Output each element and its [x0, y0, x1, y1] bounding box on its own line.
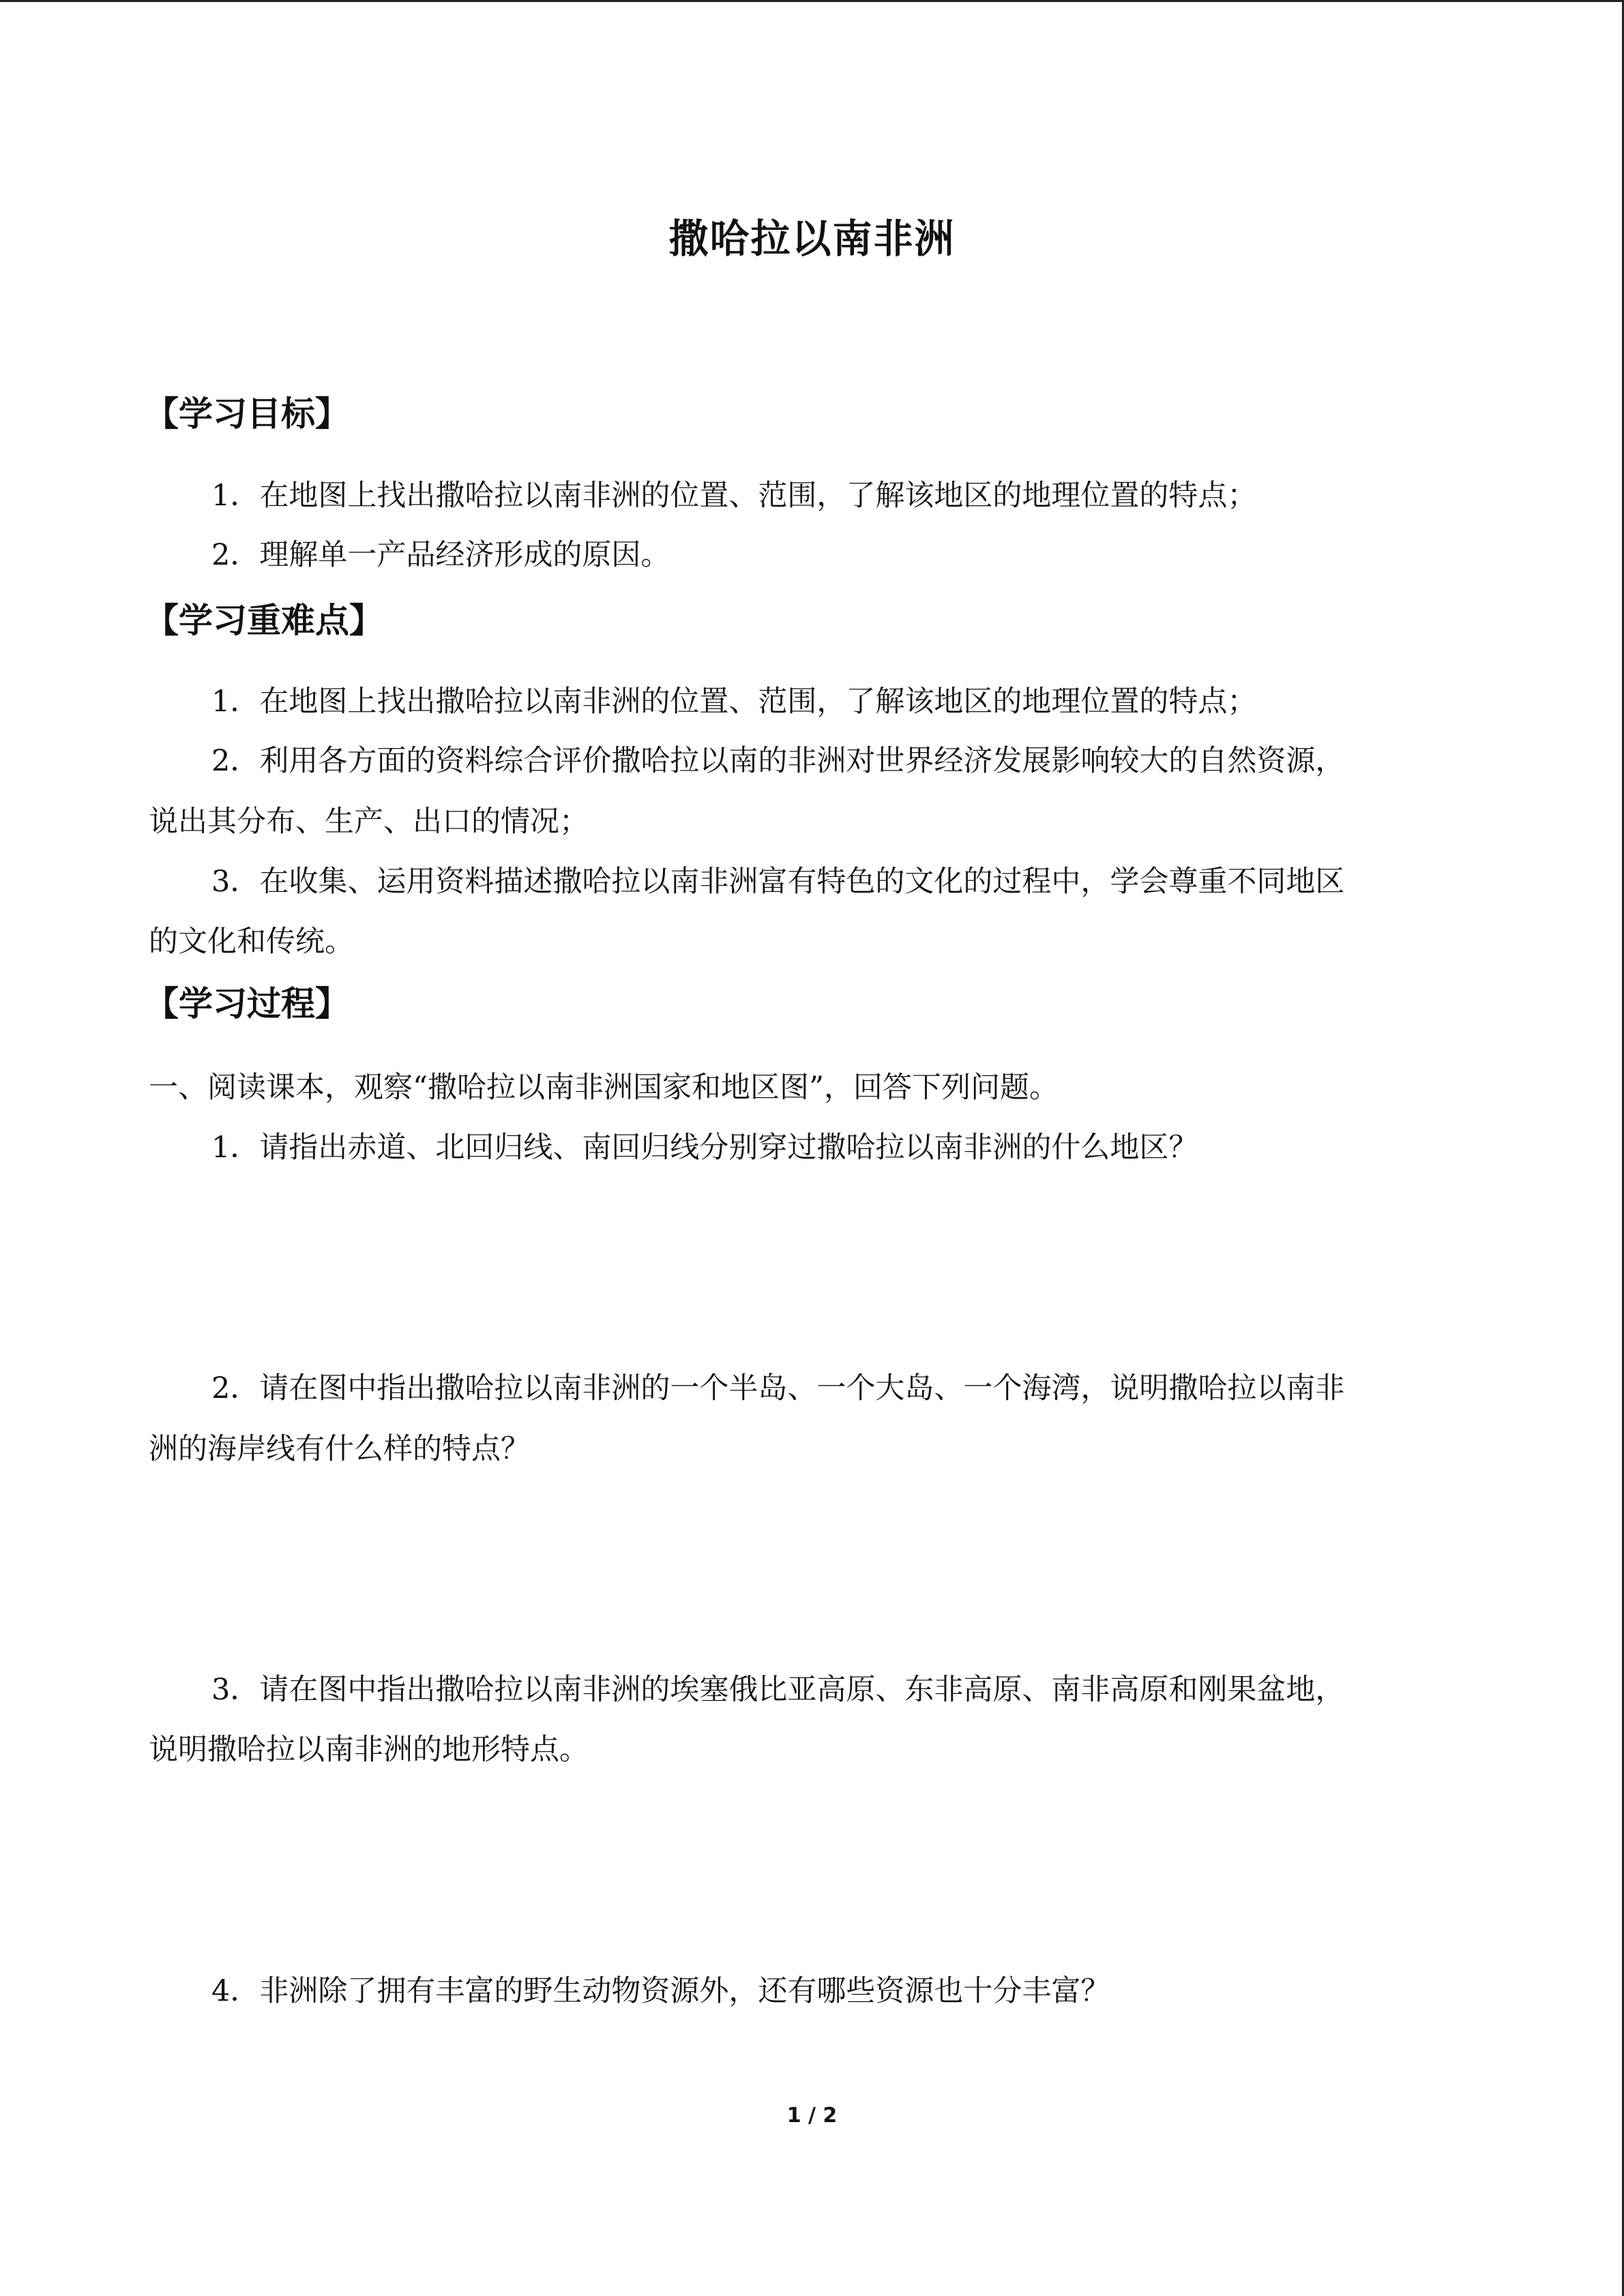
key-point-line-1: 1．在地图上找出撒哈拉以南非洲的位置、范围，了解该地区的地理位置的特点；	[211, 685, 1257, 719]
question-4: 4．非洲除了拥有丰富的野生动物资源外，还有哪些资源也十分丰富？	[211, 1974, 1110, 2008]
objectives-heading: 【学习目标】	[145, 394, 349, 434]
key-point-line-3: 说出其分布、生产、出口的情况；	[149, 805, 589, 839]
question-2-line-2: 洲的海岸线有什么样的特点？	[149, 1432, 530, 1466]
page-number: 1 / 2	[786, 2104, 838, 2128]
question-3-line-2: 说明撒哈拉以南非洲的地形特点。	[149, 1733, 589, 1767]
question-1: 1．请指出赤道、北回归线、南回归线分别穿过撒哈拉以南非洲的什么地区？	[211, 1131, 1198, 1165]
process-intro: 一、阅读课本，观察“撒哈拉以南非洲国家和地区图”，回答下列问题。	[149, 1071, 1059, 1105]
question-2-line-1: 2．请在图中指出撒哈拉以南非洲的一个半岛、一个大岛、一个海湾，说明撒哈拉以南非	[211, 1371, 1345, 1405]
objective-line-2: 2．理解单一产品经济形成的原因。	[211, 538, 670, 572]
page-title: 撒哈拉以南非洲	[668, 215, 956, 262]
key-point-line-5: 的文化和传统。	[149, 925, 354, 959]
page-border-top	[0, 0, 1624, 2]
key-points-heading: 【学习重难点】	[145, 601, 383, 640]
process-heading: 【学习过程】	[145, 984, 349, 1024]
question-3-line-1: 3．请在图中指出撒哈拉以南非洲的埃塞俄比亚高原、东非高原、南非高原和刚果盆地，	[211, 1673, 1345, 1707]
key-point-line-2: 2．利用各方面的资料综合评价撒哈拉以南的非洲对世界经济发展影响较大的自然资源，	[211, 744, 1345, 778]
objective-line-1: 1．在地图上找出撒哈拉以南非洲的位置、范围，了解该地区的地理位置的特点；	[211, 479, 1257, 513]
key-point-line-4: 3．在收集、运用资料描述撒哈拉以南非洲富有特色的文化的过程中，学会尊重不同地区	[211, 865, 1345, 899]
